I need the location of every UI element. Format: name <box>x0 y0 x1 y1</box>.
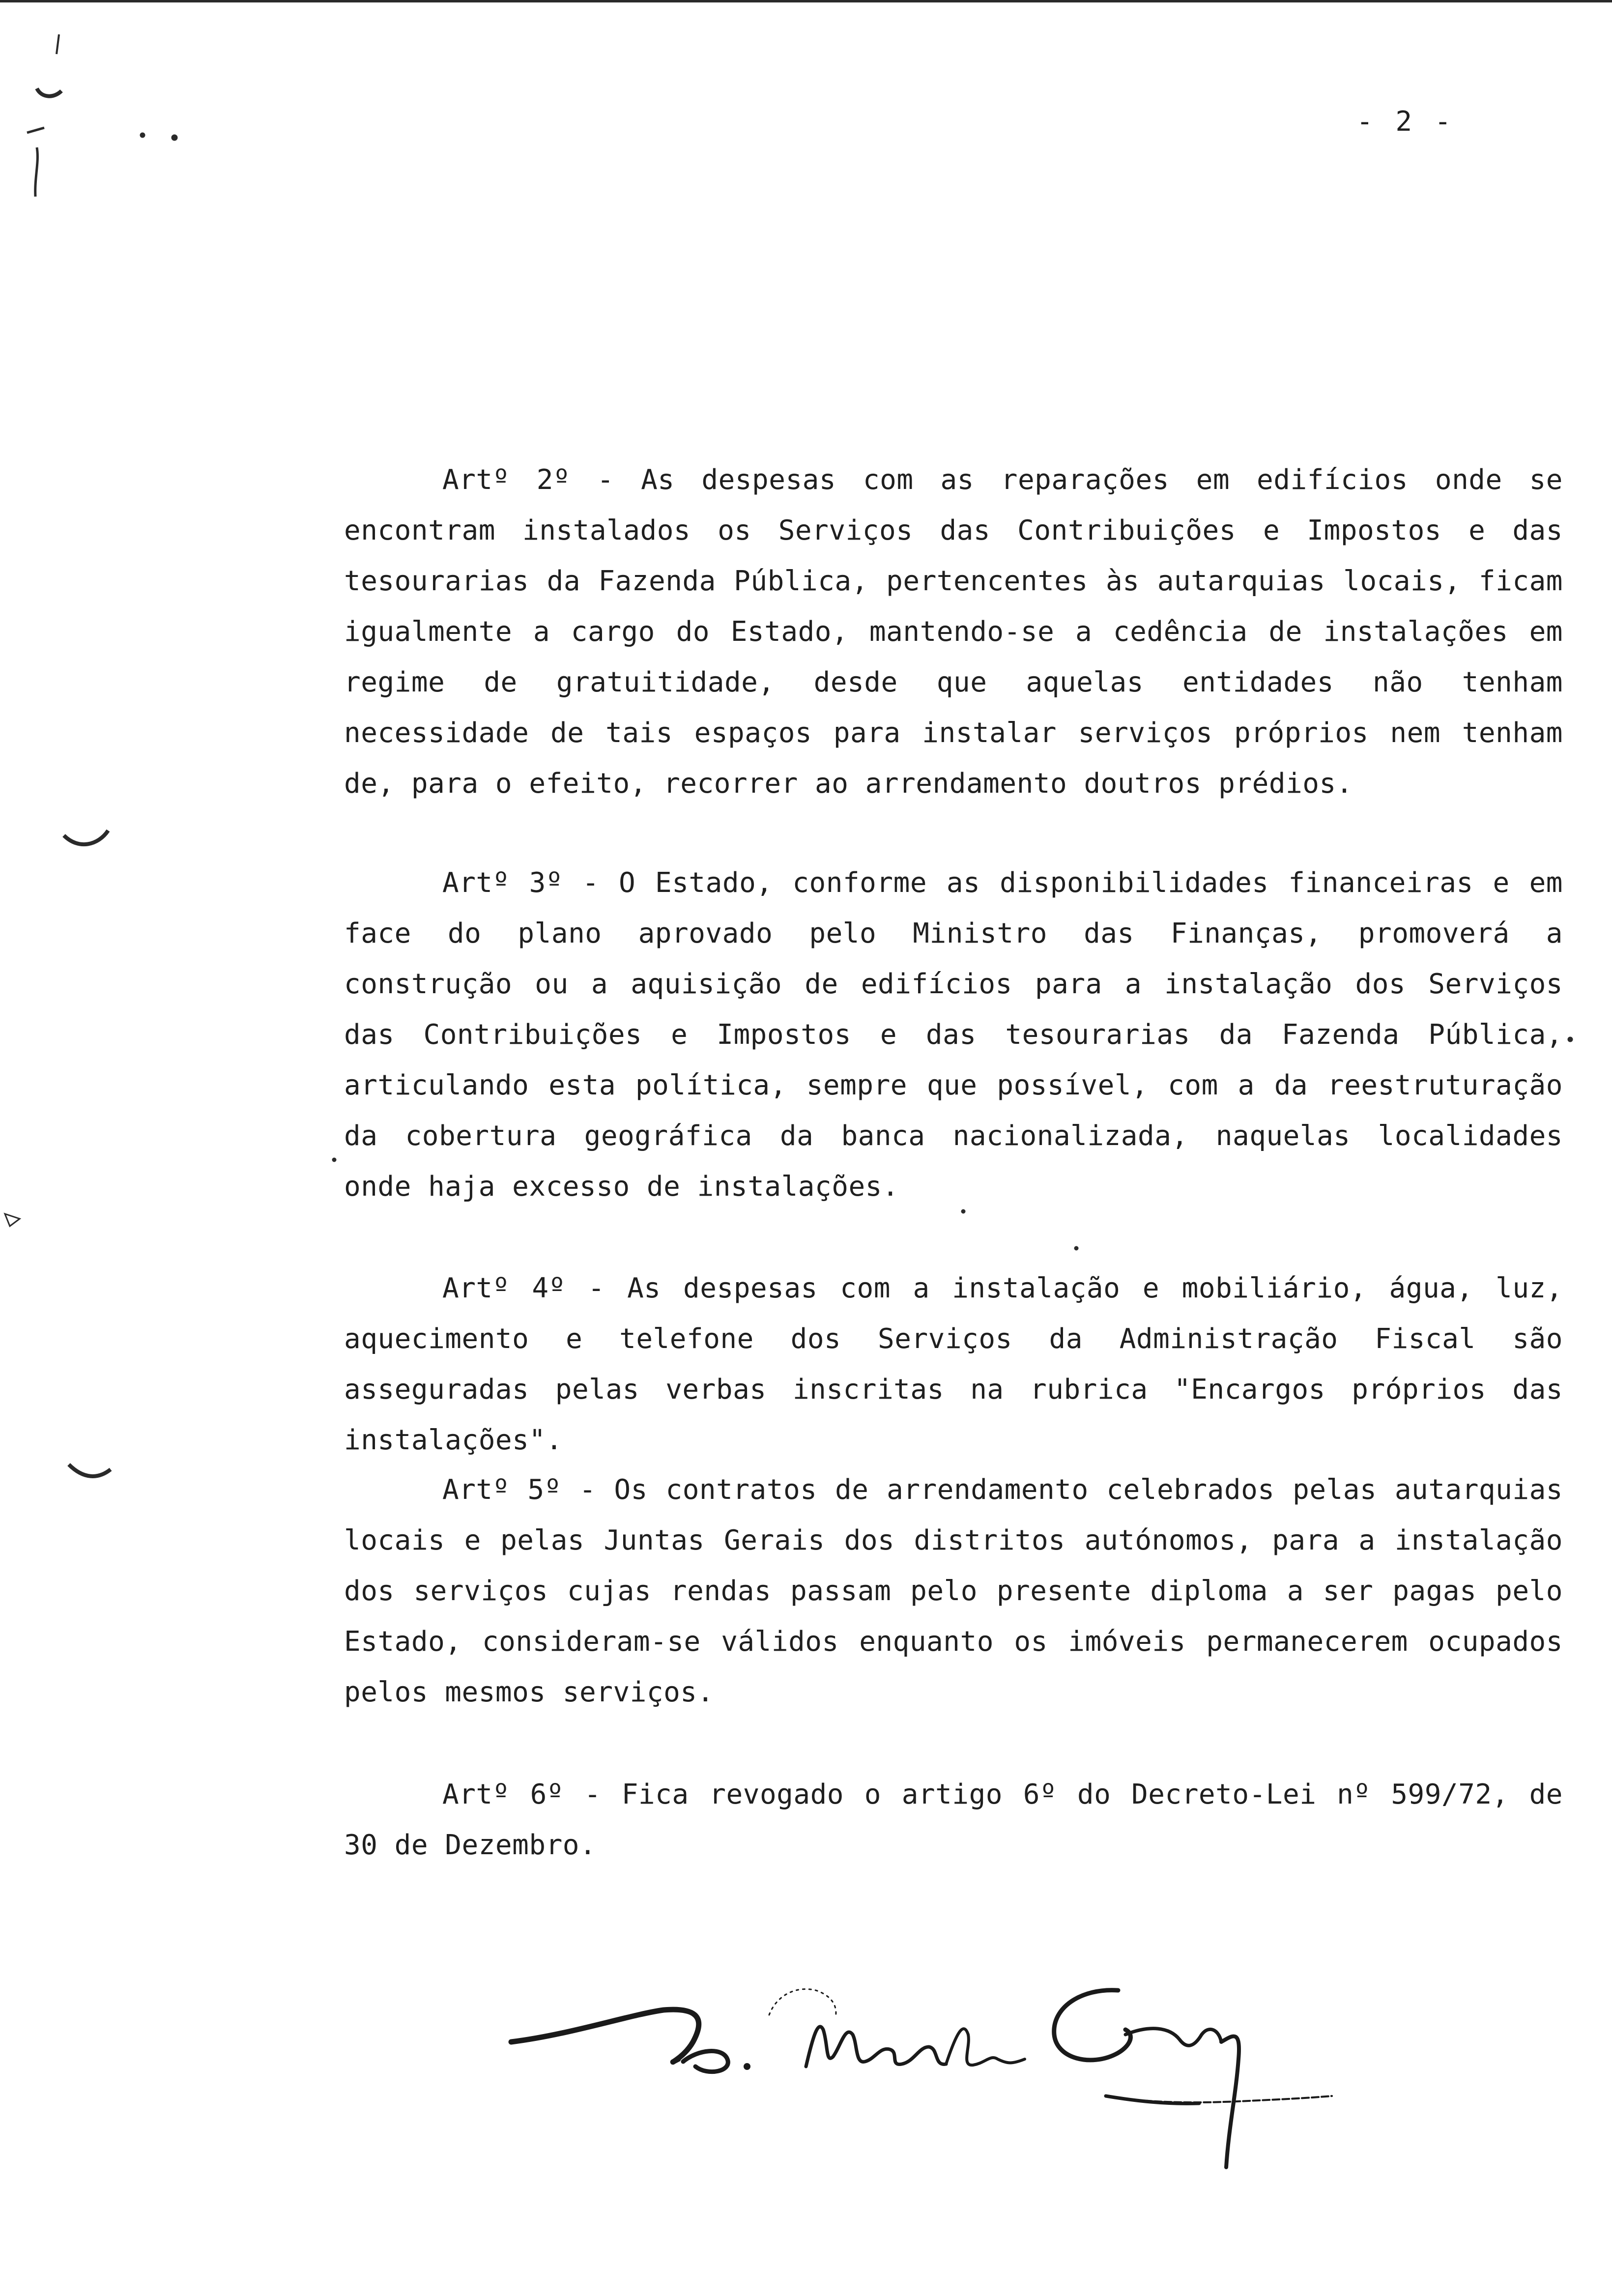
handwritten-signature <box>501 1961 1396 2187</box>
article-4: Artº 4º - As despesas com a instalação e mobiliário, água, luz, aquecimento e telefone dos Serviços da Administração Fiscal são asseguradas pelas verbas inscritas na rubrica "Encargos próprios das instalações". <box>344 1272 1563 1456</box>
top-border-line <box>0 0 1612 2</box>
article-5: Artº 5º - Os contratos de arrendamento celebrados pelas autarquias locais e pelas Juntas Gerais dos distritos autónomos, para a instalação dos serviços cujas rendas passam pelo presente diploma a ser pagas pelo Estado, consideram-se válidos enquanto os imóveis permanecerem ocupados pelos mesmos serviços. <box>344 1474 1563 1708</box>
article-3: Artº 3º - O Estado, conforme as disponibilidades financeiras e em face do plano aprovado pelo Ministro das Finanças, promoverá a construção ou a aquisição de edifícios para a instalação dos Serviços das Contribuições e Impostos e das tesourarias da Fazenda Pública, articulando esta política, sempre que possível, com a da reestruturação da cobertura geográfica da banca nacionalizada, naquelas localidades onde haja excesso de instalações. <box>344 867 1563 1203</box>
article-2: Artº 2º - As despesas com as reparações em edifícios onde se encontram instalados os Serviços das Contribuições e Impostos e das tesourarias da Fazenda Pública, pertencentes às autarquias locais, ficam igualmente a cargo do Estado, mantendo-se a cedência de instalações em regime de gratuitidade, desde que aquelas entidades não tenham necessidade de tais espaços para instalar serviços próprios nem tenham de, para o efeito, recorrer ao arrendamento doutros prédios. <box>344 464 1563 800</box>
article-6: Artº 6º - Fica revogado o artigo 6º do Decreto-Lei nº 599/72, de 30 de Dezembro. <box>344 1779 1563 1861</box>
page-number: - 2 - <box>1356 106 1454 138</box>
